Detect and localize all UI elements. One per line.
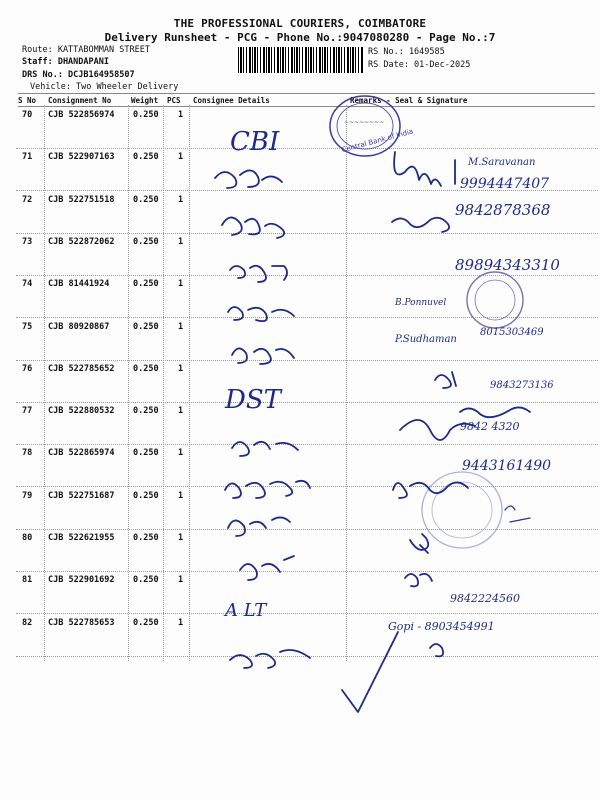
col-consignment: Consignment No bbox=[48, 96, 112, 105]
hw-signature-72 bbox=[392, 218, 449, 232]
row-pcs: 1 bbox=[178, 575, 184, 586]
rs-number: RS No.: 1649585 bbox=[368, 47, 445, 57]
row-consignment-no: CJB 522751518 bbox=[48, 194, 115, 205]
row-sno: 77 bbox=[22, 406, 33, 417]
row-pcs: 1 bbox=[178, 406, 184, 417]
row-divider bbox=[16, 656, 598, 657]
col-sno: S No bbox=[18, 96, 37, 105]
row-consignment-no: CJB 522880532 bbox=[48, 406, 115, 417]
hw-tamil-82 bbox=[230, 650, 310, 668]
row-sno: 78 bbox=[22, 448, 33, 459]
seal-stamp-3 bbox=[422, 472, 502, 548]
row-sno: 79 bbox=[22, 490, 33, 501]
row-divider bbox=[16, 275, 598, 276]
hw-signature-80 bbox=[410, 534, 428, 553]
row-sno: 82 bbox=[22, 617, 33, 628]
row-pcs: 1 bbox=[178, 236, 184, 247]
row-pcs: 1 bbox=[178, 110, 184, 120]
row-weight: 0.250 bbox=[133, 448, 159, 459]
row-consignment-no: CJB 522901692 bbox=[48, 575, 115, 586]
row-sno: 74 bbox=[22, 279, 33, 290]
hw-phone-2: 9842878368 bbox=[455, 201, 551, 219]
row-divider bbox=[16, 571, 598, 572]
drs-label: DRS No.: DCJB164958507 bbox=[22, 70, 135, 80]
hw-tamil-79 bbox=[225, 481, 310, 498]
vehicle-label: Vehicle: Two Wheeler Delivery bbox=[30, 82, 179, 92]
row-sno: 75 bbox=[22, 321, 33, 332]
row-sno: 71 bbox=[22, 152, 33, 163]
hw-tamil-75 bbox=[232, 348, 294, 364]
hw-tamil-74 bbox=[228, 307, 294, 321]
hw-phone-77: 9842 4320 bbox=[460, 420, 520, 433]
row-divider bbox=[16, 402, 598, 403]
col-sep bbox=[128, 105, 129, 661]
hw-signature-77 bbox=[400, 407, 530, 440]
barcode bbox=[238, 47, 364, 73]
company-title: THE PROFESSIONAL COURIERS, COIMBATORE bbox=[173, 17, 427, 30]
row-sno: 80 bbox=[22, 533, 33, 543]
hw-signature-76 bbox=[435, 372, 456, 388]
hw-initial-79 bbox=[505, 506, 530, 522]
row-consignment-no: CJB 522785653 bbox=[48, 617, 115, 628]
row-sno: 72 bbox=[22, 194, 33, 205]
col-remarks: Remarks - Seal & Signature bbox=[350, 96, 468, 105]
hw-tamil-81 bbox=[240, 556, 294, 580]
row-sno: 76 bbox=[22, 363, 33, 374]
header-rule-bottom bbox=[18, 106, 595, 107]
row-sno: 73 bbox=[22, 236, 33, 247]
row-consignment-no: CJB 522907163 bbox=[48, 152, 115, 163]
row-pcs: 1 bbox=[178, 321, 184, 332]
row-weight: 0.250 bbox=[133, 617, 159, 628]
hw-cbi: CBI bbox=[230, 127, 280, 157]
hw-phone-5: Gopi - 8903454991 bbox=[388, 620, 495, 633]
row-weight: 0.250 bbox=[133, 533, 159, 543]
hw-tamil-72 bbox=[222, 217, 284, 238]
hw-sign-74: B.Ponnuvel bbox=[395, 298, 447, 308]
stamp-text: Central Bank of India bbox=[340, 127, 415, 155]
row-pcs: 1 bbox=[178, 448, 184, 459]
row-weight: 0.250 bbox=[133, 575, 159, 586]
row-consignment-no: CJB 522865974 bbox=[48, 448, 115, 459]
row-pcs: 1 bbox=[178, 490, 184, 501]
svg-text:~~~~~~~~: ~~~~~~~~ bbox=[344, 119, 385, 126]
row-weight: 0.250 bbox=[133, 406, 159, 417]
row-consignment-no: CJB 522872062 bbox=[48, 236, 115, 247]
row-weight: 0.250 bbox=[133, 110, 159, 120]
row-consignment-no: CJB 522856974 bbox=[48, 110, 115, 120]
hw-phone-3: 9843273136 bbox=[490, 380, 554, 391]
col-sep bbox=[189, 105, 190, 661]
hw-phone-1: 9994447407 bbox=[460, 176, 550, 192]
hw-dst: DST bbox=[225, 385, 281, 415]
route-label: Route: KATTABOMMAN STREET bbox=[22, 45, 150, 55]
row-weight: 0.250 bbox=[133, 490, 159, 501]
row-pcs: 1 bbox=[178, 363, 184, 374]
runsheet-subtitle: Delivery Runsheet - PCG - Phone No.:9047080280 - Page No.:7 bbox=[104, 31, 496, 44]
hw-tamil-73 bbox=[230, 266, 287, 282]
hw-tamil-80 bbox=[228, 517, 290, 536]
row-consignment-no: CJB 522751687 bbox=[48, 490, 115, 501]
row-weight: 0.250 bbox=[133, 152, 159, 163]
hw-signature-81 bbox=[405, 574, 432, 586]
row-divider bbox=[16, 444, 598, 445]
row-weight: 0.250 bbox=[133, 321, 159, 332]
col-consignee: Consignee Details bbox=[193, 96, 270, 105]
row-divider bbox=[16, 148, 598, 149]
hw-phone-6: 8015303469 bbox=[480, 327, 544, 338]
hw-sign-75: P.Sudhaman bbox=[395, 334, 457, 345]
hw-signature-71 bbox=[394, 152, 455, 186]
hw-signature-79 bbox=[393, 482, 468, 498]
row-pcs: 1 bbox=[178, 279, 184, 290]
hw-phone-4: 9443161490 bbox=[462, 458, 552, 474]
row-consignment-no: CJB 522785652 bbox=[48, 363, 115, 374]
row-divider bbox=[16, 613, 598, 614]
row-consignment-no: CJB 81441924 bbox=[48, 279, 110, 290]
hw-phone-73: 89894343310 bbox=[455, 256, 560, 274]
hw-signature-82 bbox=[430, 644, 443, 656]
row-pcs: 1 bbox=[178, 617, 184, 628]
row-divider bbox=[16, 486, 598, 487]
staff-label: Staff: DHANDAPANI bbox=[22, 57, 109, 67]
col-sep bbox=[163, 105, 164, 661]
col-weight: Weight bbox=[131, 96, 159, 105]
hw-name-71: M.Saravanan bbox=[468, 157, 536, 168]
row-divider bbox=[16, 529, 598, 530]
col-sep bbox=[346, 105, 347, 661]
hw-alt: A LT bbox=[225, 600, 267, 621]
seal-stamp-2 bbox=[467, 272, 523, 328]
row-divider bbox=[16, 360, 598, 361]
row-weight: 0.250 bbox=[133, 194, 159, 205]
rs-date: RS Date: 01-Dec-2025 bbox=[368, 60, 471, 70]
row-weight: 0.250 bbox=[133, 279, 159, 290]
col-sep bbox=[44, 105, 45, 661]
bank-seal-stamp bbox=[330, 96, 414, 156]
row-pcs: 1 bbox=[178, 152, 184, 163]
col-pcs: PCS bbox=[167, 96, 181, 105]
row-divider bbox=[16, 233, 598, 234]
row-sno: 70 bbox=[22, 110, 33, 120]
row-divider bbox=[16, 317, 598, 318]
row-pcs: 1 bbox=[178, 533, 184, 543]
row-weight: 0.250 bbox=[133, 363, 159, 374]
row-divider bbox=[16, 190, 598, 191]
check-mark bbox=[342, 632, 398, 712]
row-consignment-no: CJB 522621955 bbox=[48, 533, 115, 543]
hw-tamil-71 bbox=[215, 170, 282, 188]
row-weight: 0.250 bbox=[133, 236, 159, 247]
row-pcs: 1 bbox=[178, 194, 184, 205]
hw-phone-81: 9842224560 bbox=[450, 592, 520, 605]
row-sno: 81 bbox=[22, 575, 33, 586]
header-rule-top bbox=[18, 93, 595, 94]
row-consignment-no: CJB 80920867 bbox=[48, 321, 110, 332]
